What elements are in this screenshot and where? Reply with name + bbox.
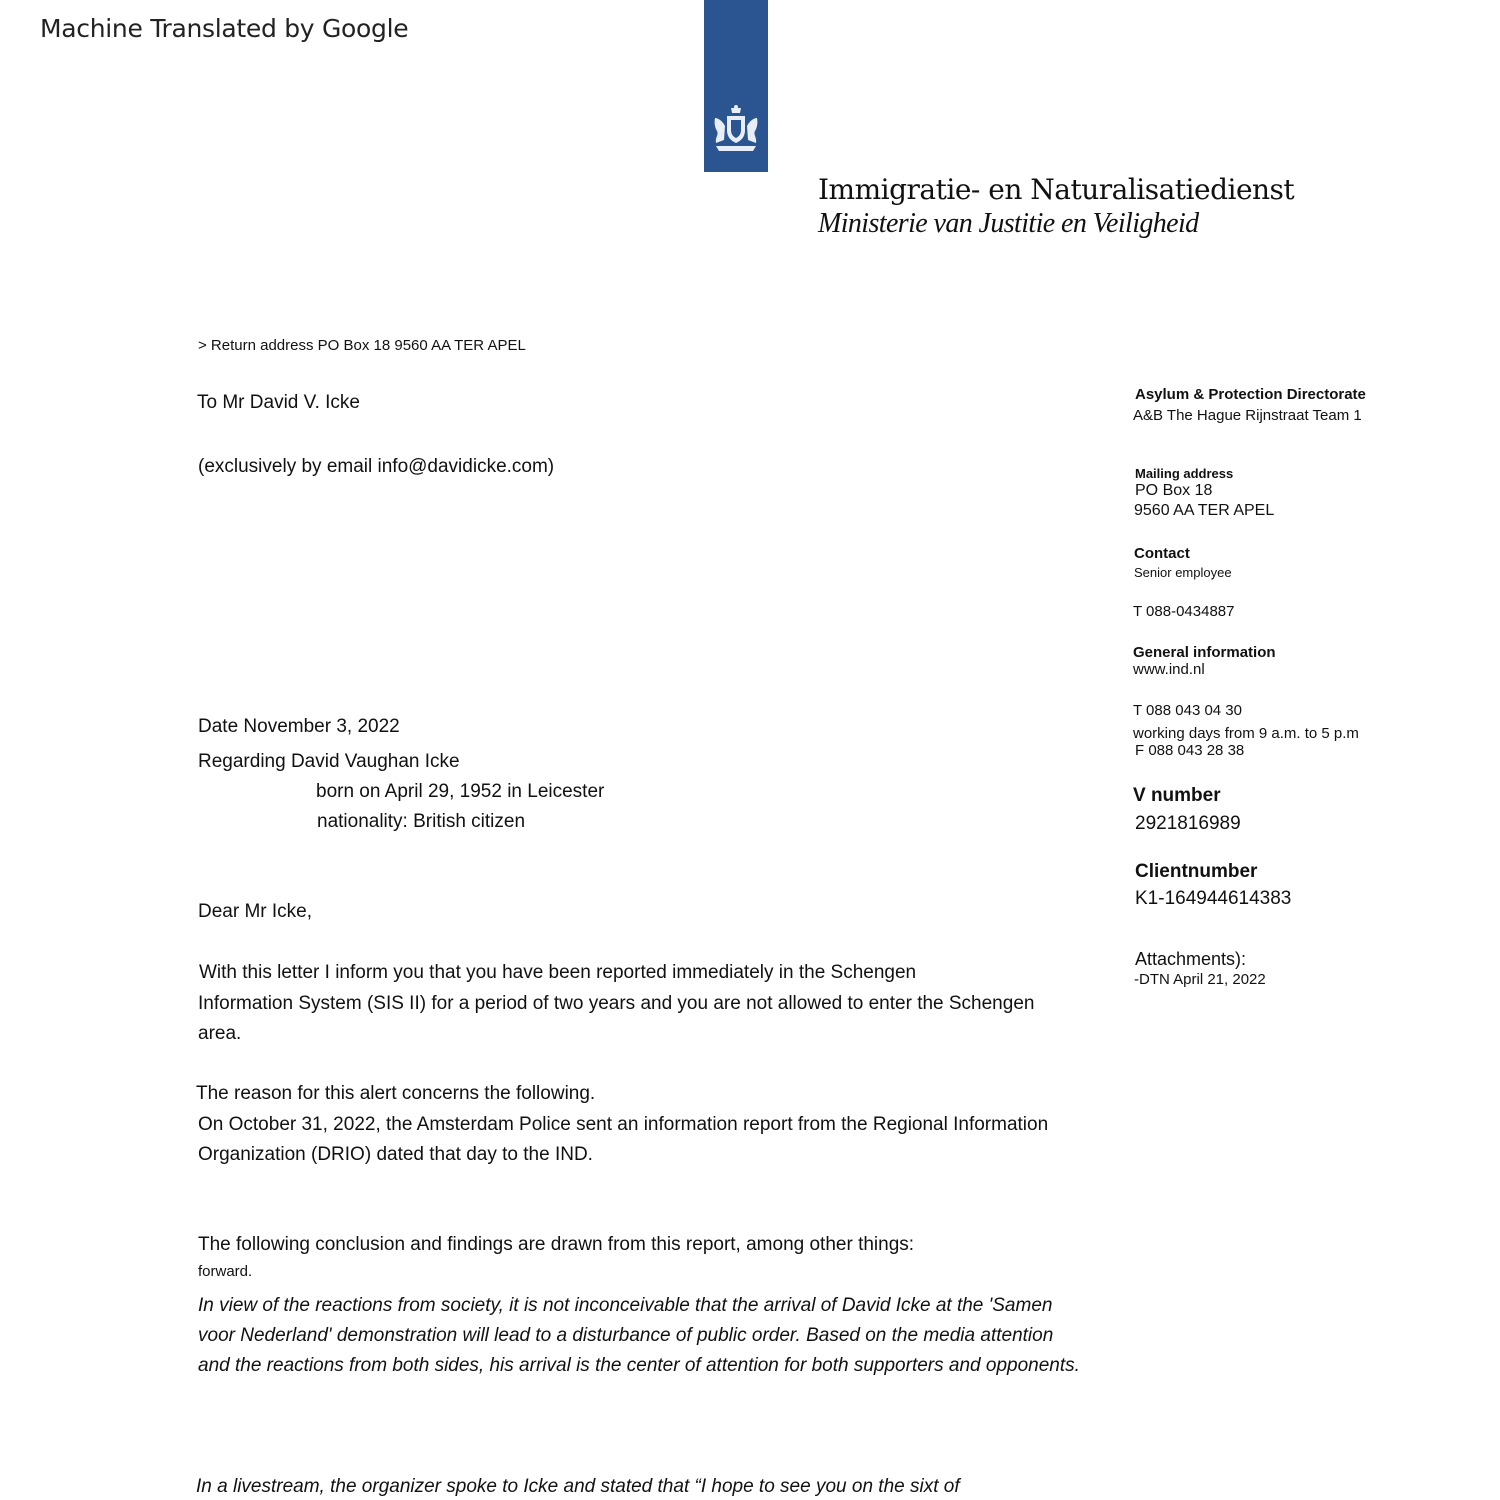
recipient-name: To Mr David V. Icke [197, 392, 360, 413]
quote-1-line: In view of the reactions from society, it is not inconceivable that the arrival of David Icke at the 'Samen [198, 1295, 1053, 1316]
mailing-label: Mailing address [1135, 466, 1234, 481]
government-logo [704, 0, 768, 172]
team: A&B The Hague Rijnstraat Team 1 [1133, 407, 1362, 424]
letter-regarding: Regarding David Vaughan Icke [198, 751, 460, 772]
contact-role: Senior employee [1134, 565, 1232, 580]
client-number: K1-164944614383 [1135, 888, 1292, 909]
general-phone: T 088 043 04 30 [1133, 702, 1242, 719]
paragraph-2-line: The reason for this alert concerns the following. [196, 1083, 596, 1104]
paragraph-3: The following conclusion and findings are drawn from this report, among other things: [198, 1234, 915, 1255]
salutation: Dear Mr Icke, [198, 901, 313, 922]
paragraph-2-line: Organization (DRIO) dated that day to the IND. [198, 1144, 593, 1165]
directorate: Asylum & Protection Directorate [1135, 386, 1366, 403]
attachments-label: Attachments): [1135, 949, 1247, 969]
office-hours: working days from 9 a.m. to 5 p.m [1133, 725, 1359, 742]
fax-number: F 088 043 28 38 [1135, 742, 1245, 759]
general-info-label: General information [1133, 644, 1276, 661]
recipient-delivery: (exclusively by email info@davidicke.com) [198, 456, 555, 477]
v-number: 2921816989 [1135, 813, 1241, 834]
attachment-item: -DTN April 21, 2022 [1134, 971, 1266, 988]
paragraph-1-line: Information System (SIS II) for a period of two years and you are not allowed to enter the Schengen [198, 993, 1035, 1014]
v-number-label: V number [1133, 785, 1221, 806]
website-link[interactable]: www.ind.nl [1133, 661, 1205, 678]
contact-label: Contact [1134, 545, 1190, 562]
paragraph-1-line: With this letter I inform you that you have been reported immediately in the Schengen [199, 962, 917, 983]
quote-2-line: In a livestream, the organizer spoke to Icke and stated that “I hope to see you on the sixt of [196, 1476, 960, 1497]
mailing-line1: PO Box 18 [1135, 482, 1213, 499]
contact-phone: T 088-0434887 [1133, 603, 1235, 620]
paragraph-2-line: On October 31, 2022, the Amsterdam Police sent an information report from the Regional Information [198, 1114, 1049, 1135]
paragraph-1-line: area. [198, 1023, 242, 1044]
subject-birth: born on April 29, 1952 in Leicester [316, 781, 605, 802]
quote-1-line: voor Nederland' demonstration will lead to a disturbance of public order. Based on the media attention [198, 1325, 1054, 1346]
paragraph-3-continuation: forward. [198, 1263, 253, 1280]
ministry-name: Ministerie van Justitie en Veiligheid [818, 208, 1199, 239]
coat-of-arms-icon [712, 104, 760, 154]
machine-translation-banner: Machine Translated by Google [40, 14, 409, 43]
quote-1-line: and the reactions from both sides, his arrival is the center of attention for both supporters and opponents. [198, 1355, 1080, 1376]
mailing-line2: 9560 AA TER APEL [1134, 502, 1275, 519]
client-number-label: Clientnumber [1135, 861, 1258, 882]
organization-name: Immigratie- en Naturalisatiedienst [818, 173, 1295, 206]
return-address: > Return address PO Box 18 9560 AA TER APEL [198, 337, 526, 354]
letter-date: Date November 3, 2022 [198, 716, 400, 737]
subject-nationality: nationality: British citizen [317, 811, 526, 832]
